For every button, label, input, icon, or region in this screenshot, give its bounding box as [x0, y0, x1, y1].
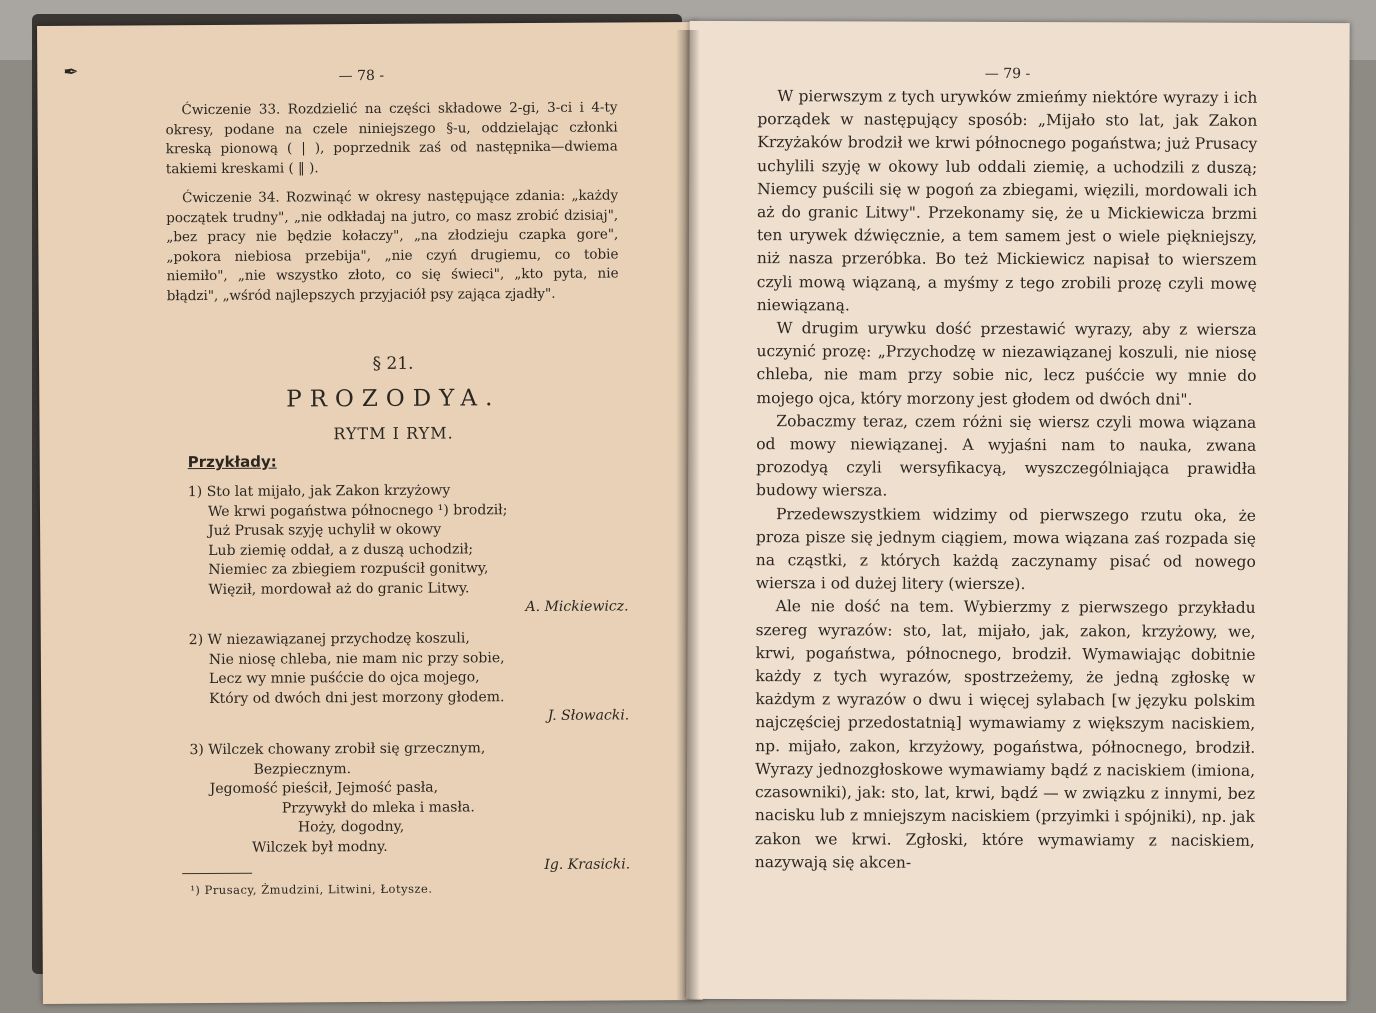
page-number: — 78 -	[338, 67, 385, 85]
poem-line: Lecz wy mnie puśćcie do ojca mojego,	[208, 669, 480, 687]
poem-line: Niemiec za zbiegiem rozpuścił gonitwy,	[208, 560, 489, 578]
poem-author: A. Mickiewicz.	[525, 598, 629, 616]
poem-line: Więził, mordował aż do granic Litwy.	[208, 579, 470, 598]
body-text	[755, 85, 1258, 876]
exercise-34: Ćwiczenie 34. Rozwinąć w okresy następujące zdania: „każdy początek trudny", „nie odkładaj na jutro, co masz zrobić dzisiaj", „bez pracy nie będzie kołaczy", „na złodzieju czapka gore", „pokora niebiosa przebija", „nie czyń drugiemu, co tobie niemiło", „nie wszystko złoto, co się świeci", „kto pyta, nie błądzi", „wśród najlepszych przyjaciół psy zająca zjadły".	[166, 187, 619, 304]
paragraph: W pierwszym z tych urywków zmieńmy niektóre wyrazy i ich porządek w następujący sposób: „Mijało sto lat, jak Zakon Krzyżaków brodził we krwi północnego pogaństwa; już Prusacy uchylili szyję w okowy lub oddali ziemię, a uchodzili z duszą; Niemcy puścili się w pogoń za zbiegami, więzili, mordowali ich aż do granic Litwy". Przekonamy się, że u Mickiewicza brzmi ten urywek dźwięcznie, a tem samem jest o wiele piękniejszy, niż nasza przeróbka. Bo też Mickiewicz napisał to wierszem czyli mową wiązaną, a myśmy z tego zrobili prozę czyli mowę niewiązaną.	[756, 87, 1258, 315]
page-number: — 79 -	[984, 65, 1031, 83]
poem-line: Jegomość pieścił, Jejmość pasła,	[209, 779, 439, 797]
exercise-33: Ćwiczenie 33. Rozdzielić na części składowe 2-gi, 3-ci i 4-ty okresy, podane na czele niniejszego §-u, oddzielając członki kreską pionową ( | ), poprzednik zaś od następnika—dwiema takiemi kreskami ( ‖ ).	[165, 99, 618, 177]
section-number: § 21.	[372, 353, 414, 374]
poem-author: J. Słowacki.	[547, 707, 630, 724]
examples-label: Przykłady:	[187, 452, 277, 472]
poem-line: Nie niosę chleba, nie mam nic przy sobie,	[208, 649, 505, 668]
poem-line: Wilczek był modny.	[251, 838, 388, 856]
ink-mark-icon: ✒	[63, 61, 79, 83]
exercises-block	[165, 98, 618, 316]
paragraph: Zobaczmy teraz, czem różni się wiersz czyli mowa wiązana od mowy niewiązanej. A wyjaśni nam to nauka, zwana prozodyą czyli wersyfikacyą, wyszczególniająca prawidła budowy wiersza.	[756, 411, 1257, 500]
right-page	[686, 21, 1349, 1001]
paragraph: W drugim urywku dość przestawić wyrazy, aby z wiersza uczynić prozę: „Przychodzę w niezawiązanej koszuli, nie niosę chleba, nie mam przy sobie nic, lecz puśćcie wy mnie do mojego ojca, który morzony jest głodem od dwóch dni".	[756, 319, 1257, 409]
poem-line: 3) Wilczek chowany zrobił się grzecznym,	[189, 740, 486, 759]
poem-example-3	[189, 738, 630, 877]
footnote: ¹) Prusacy, Żmudzini, Litwini, Łotysze.	[190, 881, 433, 898]
poem-line: Bezpiecznym.	[253, 760, 352, 778]
poem-line: Przywykł do mleka i masła.	[281, 798, 475, 817]
poem-line: 1) Sto lat mijało, jak Zakon krzyżowy	[187, 482, 451, 501]
poem-line: 2) W niezawiązanej przychodzę koszuli,	[188, 630, 470, 649]
poem-line: Który od dwóch dni jest morzony głodem.	[209, 688, 505, 707]
paragraph: Przedewszystkiem widzimy od pierwszego rzutu oka, że proza pisze się jednym ciągiem, mowa wiązana zaś rozpada się na cząstki, z których każdą zaczynamy pisać od nowego wiersza i od dużej litery (wiersze).	[755, 504, 1257, 594]
poem-author: Ig. Krasicki.	[544, 856, 631, 873]
poem-example-2	[189, 628, 630, 728]
poem-line: Hoży, dogodny,	[297, 818, 405, 836]
poem-line: Już Prusak szyję uchylił w okowy	[208, 521, 442, 539]
left-page	[37, 22, 703, 1004]
poem-line: Lub ziemię oddał, a z duszą uchodził;	[208, 540, 474, 559]
book-gutter	[676, 30, 700, 1000]
paragraph: Ale nie dość na tem. Wybierzmy z pierwszego przykładu szereg wyrazów: sto, lat, mijało, jak, zakon, krzyżowy, we, krwi, pogaństwa, północnego, brodził. Wymawiając dobitnie każdy z tych wyrazów, spostrzeżemy, że jedną zgłoskę w każdym z wyrazów o dwu i więcej sylabach [w języku polskim najczęściej przedostatnią] wymawiamy z większym naciskiem, np. mijało, zakon, krzyżowy, pogaństwa, północnego, brodził. Wyrazy jednozgłoskowe wymawiamy bądź z naciskiem (imiona, czasowniki), jak: sto, lat, krwi, bądź — w związku z innymi, bez nacisku lub z mniejszym naciskiem (przyimki i spójniki), np. jak zakon we krwi. Zgłoski, które wymawiamy z naciskiem, nazywają się akcen-	[754, 597, 1256, 872]
poem-line: We krwi pogaństwa północnego ¹) brodził;	[207, 501, 508, 520]
section-subtitle: RYTM I RYM.	[333, 423, 454, 444]
poem-example-1	[188, 480, 629, 619]
section-title: PROZODYA.	[286, 385, 501, 413]
